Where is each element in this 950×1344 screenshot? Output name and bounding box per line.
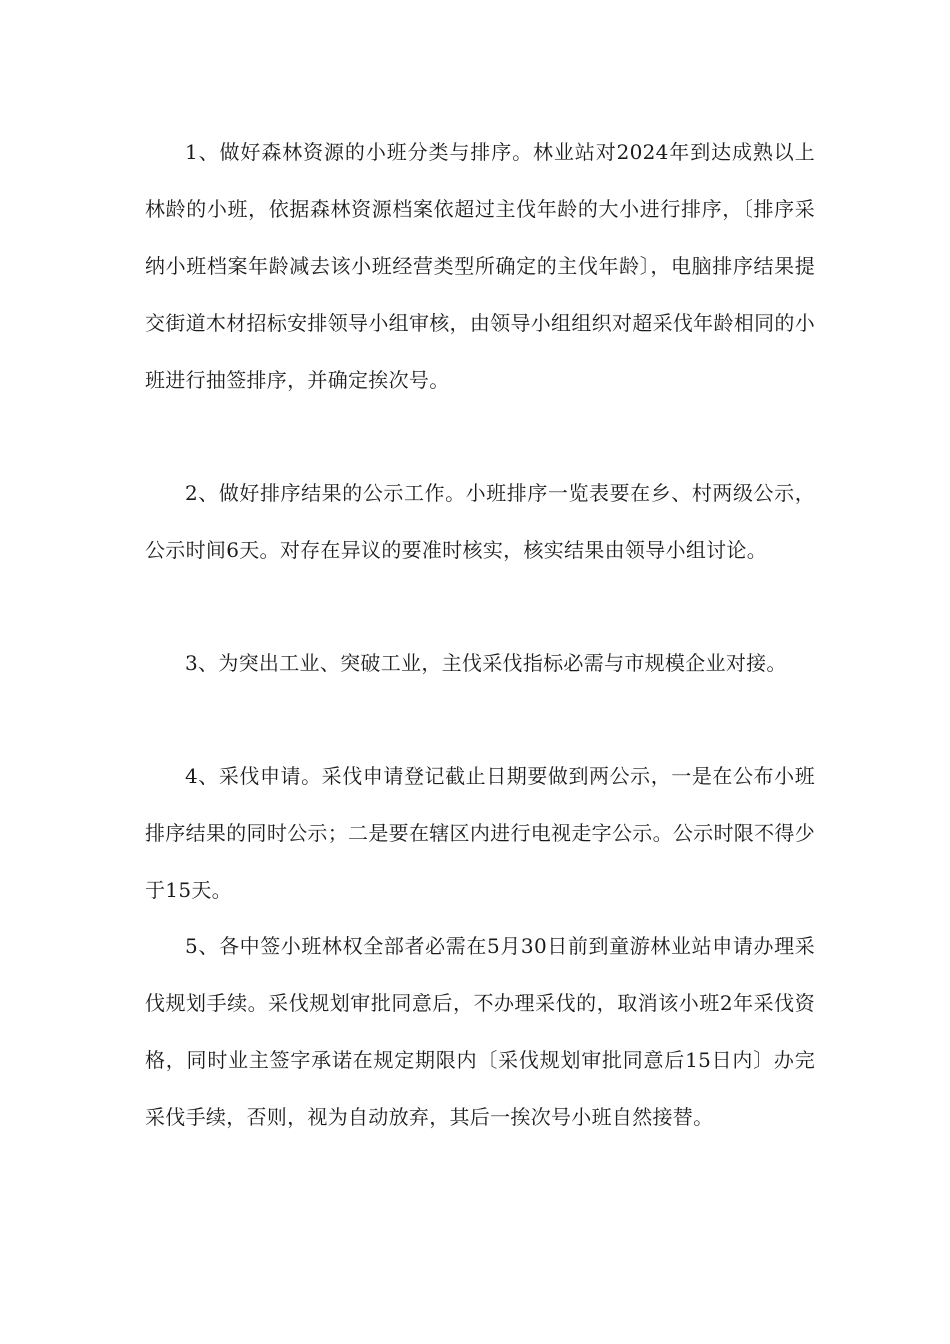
paragraph-4: 4、采伐申请。采伐申请登记截止日期要做到两公示，一是在公布小班排序结果的同时公示；二是要在辖区内进行电视走字公示。公示时限不得少于15天。 (145, 764, 815, 902)
paragraph-3: 3、为突出工业、突破工业，主伐采伐指标必需与市规模企业对接。 (185, 651, 787, 675)
paragraph-1: 1、做好森林资源的小班分类与排序。林业站对2024年到达成熟以上林龄的小班，依据森林资源档案依超过主伐年龄的大小进行排序，〔排序采纳小班档案年龄减去该小班经营类型所确定的主伐年龄〕，电脑排序结果提交街道木材招标安排领导小组审核，由领导小组组织对超采伐年龄相同的小班进行抽签排序，并确定挨次号。 (145, 140, 815, 392)
paragraph-5: 5、各中签小班林权全部者必需在5月30日前到童游林业站申请办理采伐规划手续。采伐规划审批同意后，不办理采伐的，取消该小班2年采伐资格，同时业主签字承诺在规定期限内〔采伐规划审批同意后15日内〕办完采伐手续，否则，视为自动放弃，其后一挨次号小班自然接替。 (145, 934, 815, 1129)
paragraph-2: 2、做好排序结果的公示工作。小班排序一览表要在乡、村两级公示，公示时间6天。对存在异议的要准时核实，核实结果由领导小组讨论。 (145, 481, 815, 562)
